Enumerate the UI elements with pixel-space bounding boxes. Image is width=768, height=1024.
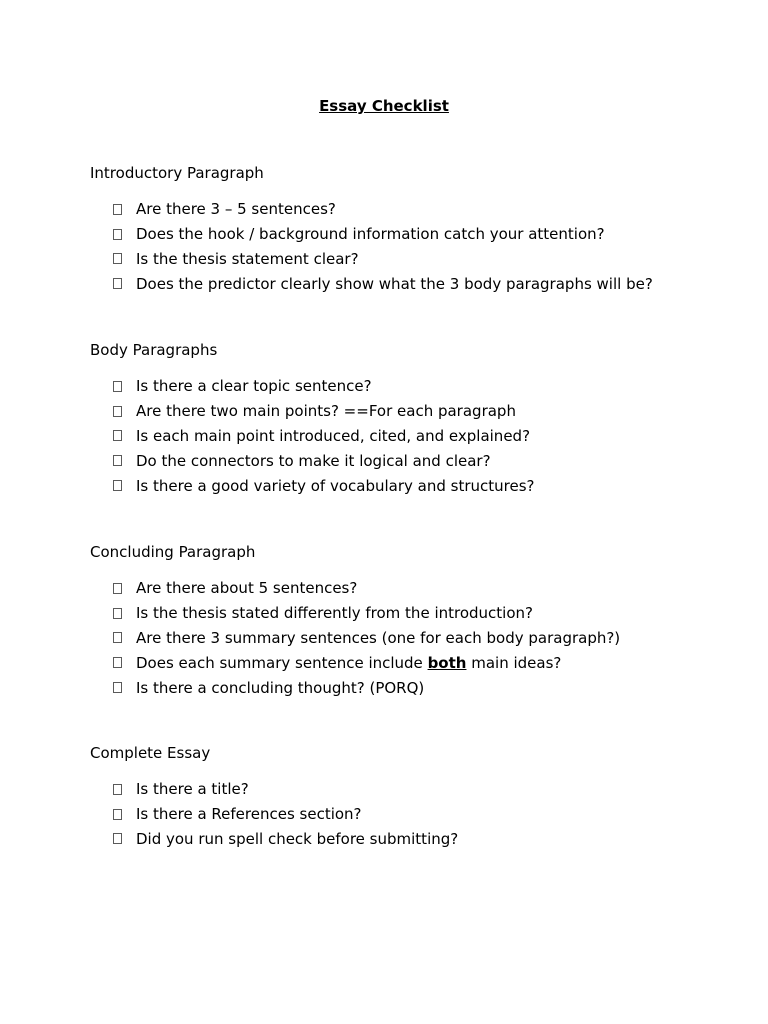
checklist-item-text: Is each main point introduced, cited, and explained? (136, 426, 531, 445)
checkbox-icon[interactable] (113, 229, 122, 240)
section-concluding-paragraph (90, 542, 730, 700)
checkbox-icon[interactable] (113, 253, 122, 264)
checkbox-icon[interactable] (113, 657, 122, 668)
checklist-item (90, 626, 730, 651)
checklist-item-text: Are there 3 summary sentences (one for each body paragraph?) (136, 628, 621, 647)
checkbox-icon[interactable] (113, 608, 122, 619)
checklist-item-text: Is there a References section? (136, 805, 362, 824)
checklist-item-text: Is the thesis stated differently from the introduction? (136, 604, 533, 623)
checkbox-icon[interactable] (113, 381, 122, 392)
checklist-item (90, 271, 730, 296)
section-body-paragraphs (90, 340, 730, 498)
checklist-item (90, 374, 730, 399)
checklist (90, 576, 730, 700)
checklist-item-text: Is there a title? (136, 780, 249, 799)
checkbox-icon[interactable] (113, 204, 122, 215)
checklist-item (90, 222, 730, 247)
checkbox-icon[interactable] (113, 809, 122, 820)
checkbox-icon[interactable] (113, 682, 122, 693)
section-heading: Body Paragraphs (90, 341, 218, 359)
checklist-item (90, 601, 730, 626)
checklist-item-text: Are there 3 – 5 sentences? (136, 200, 336, 219)
checkbox-icon[interactable] (113, 784, 122, 795)
checklist-item (90, 777, 730, 802)
checklist-item-text-before: Does each summary sentence include (136, 653, 428, 672)
checklist-item-text-after: main ideas? (466, 653, 562, 672)
checklist-item (90, 448, 730, 473)
checkbox-icon[interactable] (113, 455, 122, 466)
checklist-item-text: Is there a concluding thought? (PORQ) (136, 678, 425, 697)
checkbox-icon[interactable] (113, 833, 122, 844)
checklist-item (90, 399, 730, 424)
checkbox-icon[interactable] (113, 632, 122, 643)
checklist (90, 777, 730, 851)
checklist-item (90, 247, 730, 272)
checklist-item-text: Is the thesis statement clear? (136, 249, 359, 268)
checklist-item (90, 827, 730, 852)
document-title: Essay Checklist (319, 97, 449, 115)
checklist-item (90, 675, 730, 700)
checklist (90, 197, 730, 296)
checklist-item-text: Does the hook / background information catch your attention? (136, 225, 605, 244)
checklist-item (90, 802, 730, 827)
section-heading: Complete Essay (90, 744, 211, 762)
checklist-item-text (136, 653, 561, 673)
checklist-item (90, 473, 730, 498)
section-heading: Concluding Paragraph (90, 543, 256, 561)
checklist-item (90, 424, 730, 449)
section-complete-essay (90, 743, 730, 851)
checklist-item-text: Do the connectors to make it logical and clear? (136, 451, 491, 470)
checkbox-icon[interactable] (113, 278, 122, 289)
checklist-item-text: Does the predictor clearly show what the 3 body paragraphs will be? (136, 274, 653, 293)
checklist-item (90, 197, 730, 222)
emphasis-text: both (427, 653, 467, 672)
checklist-item-text: Is there a clear topic sentence? (136, 377, 372, 396)
checkbox-icon[interactable] (113, 583, 122, 594)
checklist-item-text: Are there about 5 sentences? (136, 579, 358, 598)
checkbox-icon[interactable] (113, 430, 122, 441)
checklist-item (90, 650, 730, 675)
checklist-item-text: Is there a good variety of vocabulary and structures? (136, 476, 535, 495)
checklist (90, 374, 730, 498)
section-introductory-paragraph (90, 163, 730, 296)
checkbox-icon[interactable] (113, 480, 122, 491)
checkbox-icon[interactable] (113, 406, 122, 417)
checklist-item (90, 576, 730, 601)
checklist-item-text: Did you run spell check before submitting? (136, 829, 459, 848)
checklist-item-text: Are there two main points? ==For each paragraph (136, 402, 516, 421)
section-heading: Introductory Paragraph (90, 164, 264, 182)
